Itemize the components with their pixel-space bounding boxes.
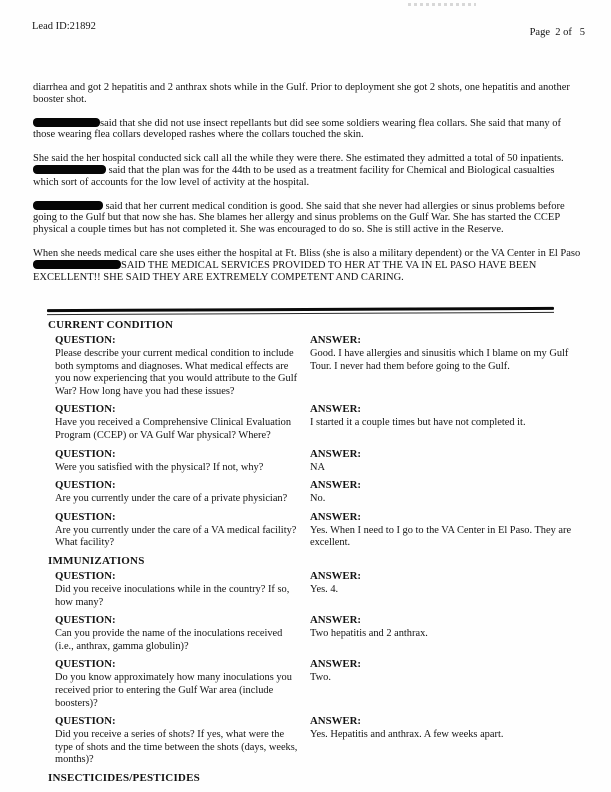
answer-label: ANSWER:	[310, 715, 361, 728]
page-number-label: Page 2 of 5	[529, 27, 585, 38]
answer-cell	[310, 479, 572, 506]
answer-cell	[310, 570, 572, 609]
answer-text: Yes. Hepatitis and anthrax. A few weeks apart.	[310, 729, 504, 741]
qa-row	[55, 334, 572, 398]
qa-row	[55, 479, 572, 506]
answer-label: ANSWER:	[310, 614, 361, 627]
question-text: Please describe your current medical condition to include both symptoms and diagnoses. What medical effects are you now experiencing that you would attribute to the Gulf War? How long have you had these issues?	[55, 348, 298, 397]
question-text: Have you received a Comprehensive Clinical Evaluation Program (CCEP) or VA Gulf War physical? Where?	[55, 417, 292, 441]
answer-label: ANSWER:	[310, 403, 361, 416]
question-cell	[55, 334, 305, 398]
question-text: Can you provide the name of the inoculations received (i.e., anthrax, gamma globulin)?	[55, 628, 283, 652]
paragraph-text: said that the plan was for the 44th to be used as a treatment facility for Chemical and Biological casualties which sort of accounts for the low level of activity at the hospital.	[33, 164, 555, 188]
paragraph	[33, 118, 582, 142]
question-cell	[55, 448, 305, 475]
question-cell	[55, 511, 305, 550]
question-text: Did you receive inoculations while in the country? If so, how many?	[55, 583, 290, 608]
redaction-bar	[33, 118, 100, 127]
question-label: QUESTION:	[55, 510, 116, 523]
paragraph	[33, 248, 582, 283]
answer-text: NA	[310, 461, 326, 473]
question-label: QUESTION:	[55, 715, 116, 728]
answer-cell	[310, 614, 572, 653]
question-label: QUESTION:	[55, 334, 116, 346]
question-cell	[55, 479, 305, 506]
qa-row	[55, 715, 572, 767]
question-cell	[55, 715, 305, 767]
answer-label: ANSWER:	[310, 334, 361, 346]
paragraph-text: diarrhea and got 2 hepatitis and 2 anthrax shots while in the Gulf. Prior to deployment she got 2 shots, one hepatitis and another booster shot.	[33, 82, 570, 105]
question-text: Were you satisfied with the physical? If not, why?	[55, 461, 264, 473]
paragraph-text: SAID THE MEDICAL SERVICES PROVIDED TO HER AT THE VA IN EL PASO HAVE BEEN EXCELLENT!! SHE SAID THEY ARE EXTREMELY COMPETENT AND CARING.	[33, 259, 537, 283]
question-label: QUESTION:	[55, 479, 116, 492]
question-text: Are you currently under the care of a private physician?	[55, 493, 288, 505]
qa-row	[55, 403, 572, 442]
question-cell	[55, 570, 305, 609]
question-label: QUESTION:	[55, 614, 116, 627]
section-divider-rule	[47, 307, 554, 315]
qa-row	[55, 448, 572, 475]
paragraph	[33, 153, 582, 188]
answer-cell	[310, 658, 572, 710]
paragraph	[33, 201, 582, 236]
divider-thin-line	[47, 312, 554, 315]
question-cell	[55, 403, 305, 442]
answer-label: ANSWER:	[310, 510, 361, 523]
answer-cell	[310, 403, 572, 442]
question-label: QUESTION:	[55, 447, 116, 460]
question-text: Did you receive a series of shots? If yes, what were the type of shots and the time between the shots (days, weeks, months)?	[55, 729, 298, 766]
answer-text: Yes. 4.	[310, 583, 339, 595]
qa-row	[55, 658, 572, 710]
section-title: IMMUNIZATIONS	[48, 554, 145, 567]
paragraph-text: said that she did not use insect repellants but did see some soldiers wearing flea collars. She said that many of those wearing flea collars developed rashes where the collars touched the skin.	[33, 117, 562, 141]
redaction-bar	[33, 260, 121, 269]
question-text: Do you know approximately how many inoculations you received prior to entering the Gulf War area (include boosters)?	[55, 672, 292, 709]
answer-cell	[310, 334, 572, 398]
answer-label: ANSWER:	[310, 479, 361, 492]
paragraph-text: said that her current medical condition is good. She said that she never had allergies or sinus problems before going to the Gulf but that now she has. She blames her allergy and sinus problems on the Gulf War. She has started the CCEP physical a couple times but has not completed it. She was encouraged to do so. She is still active in the Reserve.	[33, 200, 565, 236]
scan-artifact	[408, 3, 476, 6]
section-title: CURRENT CONDITION	[48, 319, 174, 331]
paragraph-text: She said the her hospital conducted sick call all the while they were there. She estimated they admitted a total of 50 inpatients.	[33, 153, 564, 165]
qa-row	[55, 614, 572, 653]
answer-text: Two hepatitis and 2 anthrax.	[310, 628, 428, 640]
question-label: QUESTION:	[55, 569, 116, 582]
question-cell	[55, 658, 305, 710]
qa-row	[55, 570, 572, 609]
answer-text: No.	[310, 493, 326, 505]
answer-label: ANSWER:	[310, 447, 361, 460]
answer-text: I started it a couple times but have not completed it.	[310, 417, 526, 429]
answer-label: ANSWER:	[310, 569, 361, 582]
paragraph-text: When she needs medical care she uses either the hospital at Ft. Bliss (she is also a military dependent) or the VA Center in El Paso	[33, 247, 581, 259]
question-text: Are you currently under the care of a VA medical facility? What facility?	[55, 524, 297, 549]
paragraph	[33, 82, 582, 106]
lead-id-label: Lead ID:21892	[32, 21, 96, 32]
qa-row	[55, 511, 572, 550]
question-cell	[55, 614, 305, 653]
qa-sections	[48, 319, 572, 787]
answer-cell	[310, 511, 572, 550]
answer-text: Good. I have allergies and sinusitis which I blame on my Gulf Tour. I never had them before going to the Gulf.	[310, 348, 569, 372]
question-label: QUESTION:	[55, 658, 116, 671]
narrative	[33, 82, 582, 295]
redaction-bar	[33, 201, 103, 210]
answer-cell	[310, 715, 572, 767]
answer-text: Yes. When I need to I go to the VA Center in El Paso. They are excellent.	[310, 524, 572, 549]
section-title: INSECTICIDES/PESTICIDES	[48, 771, 200, 784]
answer-text: Two.	[310, 672, 331, 684]
question-label: QUESTION:	[55, 403, 116, 416]
answer-label: ANSWER:	[310, 658, 361, 671]
answer-cell	[310, 448, 572, 475]
redaction-bar	[33, 165, 106, 174]
